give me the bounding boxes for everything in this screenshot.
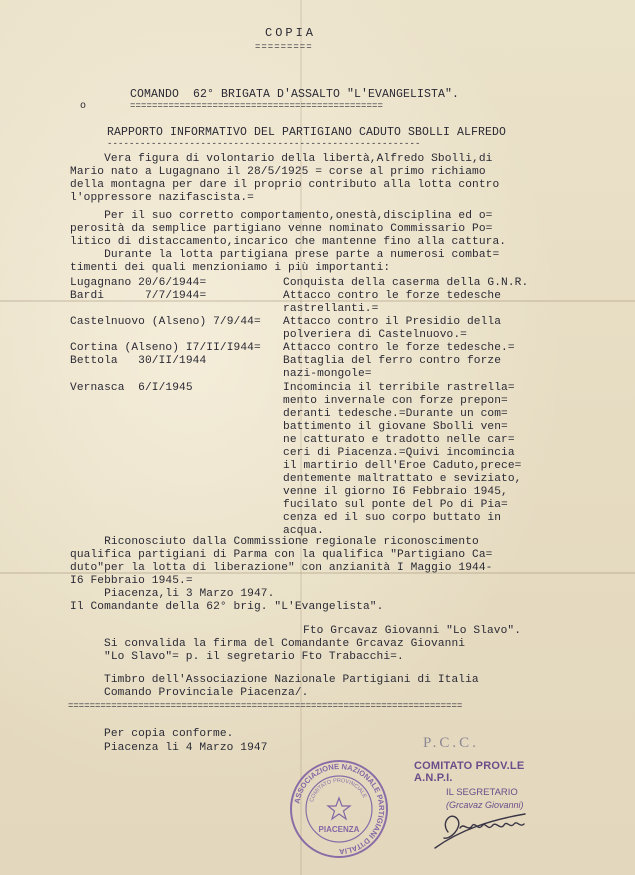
place-date: Piacenza,li 3 Marzo 1947. (70, 588, 275, 600)
body-line: perosità da semplice partigiano venne nominato Commissario Po= (70, 223, 493, 235)
brigade-heading-underline: ============================================== (130, 101, 384, 111)
copy-line: Piacenza li 4 Marzo 1947 (104, 742, 268, 754)
round-seal (288, 758, 390, 860)
separator-line: ========================================================================= (68, 701, 463, 711)
body-line: della montagna per dare il proprio contributo alla lotta contro (70, 179, 500, 191)
punch-hole-mark: o (80, 101, 87, 112)
event-description: fucilato sul ponte del Po di Pia= (283, 499, 508, 511)
anpi-stamp-name: (Grcavaz Giovanni) (446, 800, 524, 810)
stamp-note-line: Comando Provinciale Piacenza/. (104, 687, 309, 699)
event-description: Incomincia il terribile rastrella= (283, 382, 515, 394)
handwritten-pcc: P.C.C. (423, 735, 479, 751)
event-description: ceri di Piacenza.=Quivi incomincia (283, 447, 515, 459)
body-line: Per il suo corretto comportamento,onestà,disciplina ed o= (70, 210, 493, 222)
signed-fto: Fto Grcavaz Giovanni "Lo Slavo". (303, 625, 522, 637)
event-description: dentemente maltrattato e seviziato, (283, 473, 522, 485)
seal-center-text: PIACENZA (318, 825, 360, 834)
brigade-heading: COMANDO 62° BRIGATA D'ASSALTO "L'EVANGELISTA". (130, 88, 460, 101)
event-description: nazi-mongole= (283, 368, 372, 380)
star-icon (328, 798, 350, 819)
event-description: ne catturato e tradotto nelle car= (283, 434, 515, 446)
validation-line: Si convalida la firma del Comandante Grcavaz Giovanni (104, 638, 466, 650)
recognition-line: I6 Febbraio 1945.= (70, 575, 193, 587)
copy-line: Per copia conforme. (104, 728, 234, 740)
recognition-line: Riconosciuto dalla Commissione regionale riconoscimento (70, 536, 479, 548)
event-description: Battaglia del ferro contro forze (283, 355, 502, 367)
seal-inner-text: COMITATO PROVINCIALE (308, 777, 368, 803)
event-description: Attacco contro le forze tedesche (283, 290, 502, 302)
event-description: cenza ed il suo corpo buttato in (283, 512, 502, 524)
event-description: il martirio dell'Eroe Caduto,prece= (283, 460, 522, 472)
recognition-line: duto"per la lotta di liberazione" con anzianità I Maggio 1944- (70, 562, 493, 574)
report-title-underline: --------------------------------------------------------- (107, 139, 421, 149)
stamp-note-line: Timbro dell'Associazione Nazionale Partigiani di Italia (104, 674, 479, 686)
event-description: venne il giorno I6 Febbraio 1945, (283, 486, 508, 498)
document-title: COPIA (265, 26, 317, 40)
event-description: rastrellanti.= (283, 303, 379, 315)
event-place: Cortina (Alseno) I7/II/I944= (70, 342, 261, 354)
commander-line: Il Comandante della 62° brig. "L'Evangelista". (70, 601, 384, 613)
event-description: deranti tedesche.=Durante un com= (283, 408, 508, 420)
title-underline: ========= (255, 42, 313, 52)
anpi-stamp-secretary: IL SEGRETARIO (446, 787, 518, 798)
seal-outer-text: ASSOCIAZIONE NAZIONALE PARTIGIANI D'ITALIA (292, 761, 387, 857)
event-description: Conquista della caserma della G.N.R. (283, 277, 529, 289)
event-place: Bardi 7/7/1944= (70, 290, 207, 302)
event-place: Castelnuovo (Alseno) 7/9/44= (70, 316, 261, 328)
event-description: polveriera di Castelnuovo.= (283, 329, 467, 341)
recognition-line: qualifica partigiani di Parma con la qualifica "Partigiano Ca= (70, 549, 493, 561)
body-line: Durante la lotta partigiana prese parte a numerosi combat= (70, 249, 500, 261)
report-title: RAPPORTO INFORMATIVO DEL PARTIGIANO CADUTO SBOLLI ALFREDO (107, 126, 507, 139)
event-place: Lugagnano 20/6/1944= (70, 277, 207, 289)
anpi-stamp-committee: COMITATO PROV.LE A.N.P.I. (414, 760, 525, 784)
event-description: battimento il giovane Sbolli ven= (283, 421, 508, 433)
body-line: Vera figura di volontario della libertà,Alfredo Sbolli,di (70, 153, 493, 165)
body-line: litico di distaccamento,incarico che mantenne fino alla cattura. (70, 236, 507, 248)
event-description: mento invernale con forze prepon= (283, 395, 508, 407)
body-line: Mario nato a Lugagnano il 28/5/1925 = corse al primo richiamo (70, 166, 486, 178)
event-place: Bettola 30/II/1944 (70, 355, 207, 367)
body-line: timenti dei quali menzioniamo i più importanti: (70, 262, 391, 274)
event-description: Attacco contro il Presidio della (283, 316, 502, 328)
validation-line: "Lo Slavo"= p. il segretario Fto Trabacchi=. (104, 651, 404, 663)
handwritten-signature (430, 800, 560, 850)
event-description: Attacco contro le forze tedesche.= (283, 342, 515, 354)
event-description: acqua. (283, 525, 324, 537)
body-line: l'oppressore nazifascista.= (70, 192, 254, 204)
event-place: Vernasca 6/I/1945 (70, 382, 193, 394)
